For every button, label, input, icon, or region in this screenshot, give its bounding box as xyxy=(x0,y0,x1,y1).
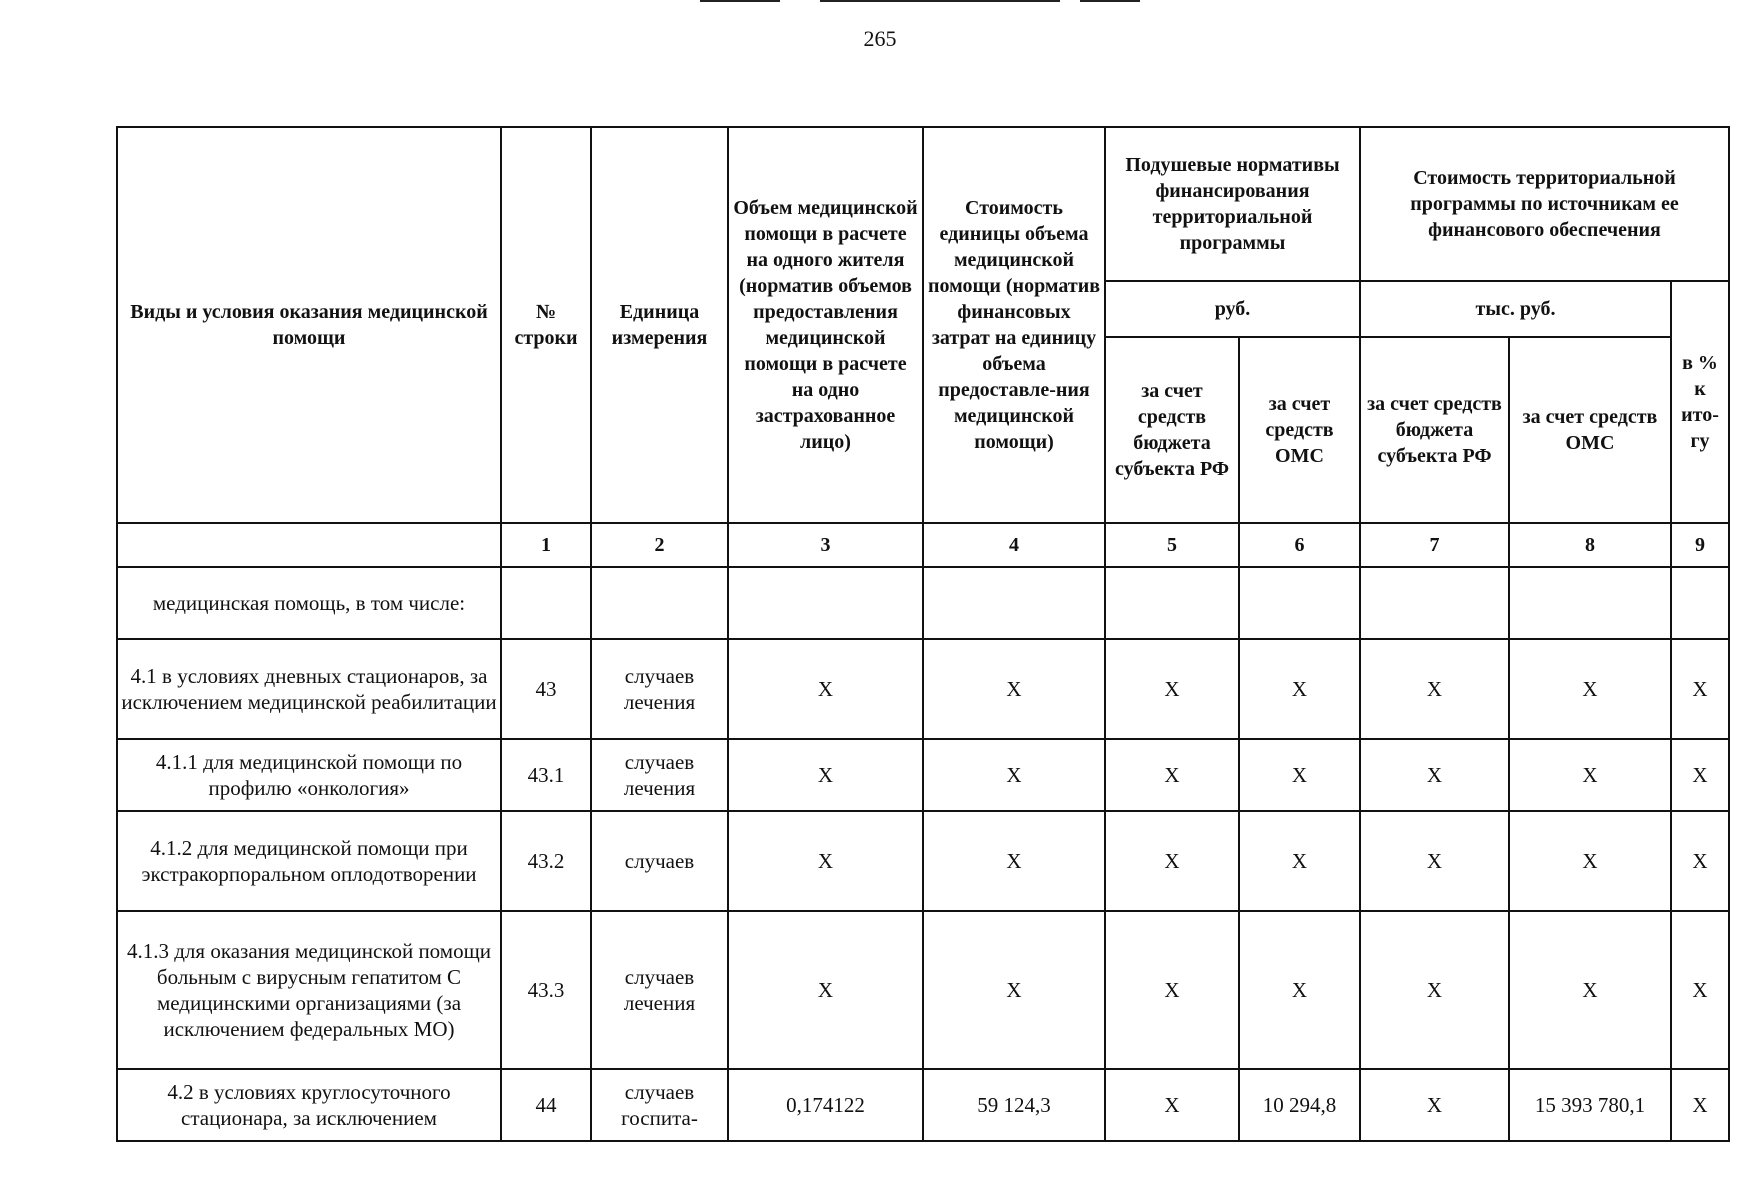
cell-cost-oms xyxy=(1509,567,1671,639)
cell-per-capita-oms xyxy=(1239,567,1360,639)
column-number: 9 xyxy=(1671,523,1729,567)
cell-volume: 0,174122 xyxy=(728,1069,923,1141)
row-number: 43.2 xyxy=(501,811,591,911)
table-row xyxy=(117,811,1729,911)
row-unit: случаев xyxy=(591,811,728,911)
row-number: 44 xyxy=(501,1069,591,1141)
cell-percent: X xyxy=(1671,911,1729,1069)
column-number: 7 xyxy=(1360,523,1509,567)
column-number: 2 xyxy=(591,523,728,567)
cell-per-capita-budget: X xyxy=(1105,639,1239,739)
cell-cost: X xyxy=(923,739,1105,811)
cell-cost xyxy=(923,567,1105,639)
row-unit: случаев лечения xyxy=(591,639,728,739)
page-number: 265 xyxy=(863,26,897,51)
cell-cost: X xyxy=(923,811,1105,911)
column-number: 4 xyxy=(923,523,1105,567)
table-row xyxy=(117,567,1729,639)
cell-cost: X xyxy=(923,639,1105,739)
cell-per-capita-oms: X xyxy=(1239,811,1360,911)
column-number xyxy=(117,523,501,567)
cell-per-capita-oms: X xyxy=(1239,639,1360,739)
header-volume: Объем медицинской помощи в расчете на одного жителя (норматив объемов предоставления медицинской помощи в расчете на одно застрахованное лицо) xyxy=(728,127,923,523)
cell-percent: X xyxy=(1671,739,1729,811)
column-number: 6 xyxy=(1239,523,1360,567)
cell-percent xyxy=(1671,567,1729,639)
cell-volume xyxy=(728,567,923,639)
cell-per-capita-oms: 10 294,8 xyxy=(1239,1069,1360,1141)
column-number: 8 xyxy=(1509,523,1671,567)
cell-percent: X xyxy=(1671,639,1729,739)
cell-volume: X xyxy=(728,739,923,811)
row-label: 4.1 в условиях дневных стационаров, за исключением медицинской реабилитации xyxy=(117,639,501,739)
cell-cost-oms: 15 393 780,1 xyxy=(1509,1069,1671,1141)
cell-per-capita-oms: X xyxy=(1239,911,1360,1069)
table-row xyxy=(117,639,1729,739)
cell-cost-budget xyxy=(1360,567,1509,639)
header-budget-rf-thous: за счет средств бюджета субъекта РФ xyxy=(1360,337,1509,523)
cell-cost-oms: X xyxy=(1509,739,1671,811)
cell-cost-oms: X xyxy=(1509,639,1671,739)
top-rule xyxy=(820,0,1060,2)
cell-cost: 59 124,3 xyxy=(923,1069,1105,1141)
cell-percent: X xyxy=(1671,1069,1729,1141)
cell-volume: X xyxy=(728,639,923,739)
cell-cost-budget: X xyxy=(1360,911,1509,1069)
cell-cost-oms: X xyxy=(1509,811,1671,911)
header-thous-rub: тыс. руб. xyxy=(1360,281,1671,337)
cell-per-capita-budget xyxy=(1105,567,1239,639)
row-label: 4.1.3 для оказания медицинской помощи больным с вирусным гепатитом С медицинскими организациями (за исключением федеральных МО) xyxy=(117,911,501,1069)
top-rule xyxy=(700,0,780,2)
cell-per-capita-budget: X xyxy=(1105,1069,1239,1141)
header-unit: Единица измерения xyxy=(591,127,728,523)
cell-cost-budget: X xyxy=(1360,739,1509,811)
cell-per-capita-oms: X xyxy=(1239,739,1360,811)
header-row-no: № строки xyxy=(501,127,591,523)
cell-per-capita-budget: X xyxy=(1105,739,1239,811)
cell-volume: X xyxy=(728,911,923,1069)
row-number: 43.3 xyxy=(501,911,591,1069)
header-oms-thous: за счет средств ОМС xyxy=(1509,337,1671,523)
row-label: 4.1.1 для медицинской помощи по профилю «онкология» xyxy=(117,739,501,811)
financing-table xyxy=(116,126,1730,1142)
row-number xyxy=(501,567,591,639)
cell-cost-budget: X xyxy=(1360,639,1509,739)
row-label: 4.2 в условиях круглосуточного стационара, за исключением xyxy=(117,1069,501,1141)
header-per-capita: Подушевые нормативы финансирования территориальной программы xyxy=(1105,127,1360,281)
column-numbers-row xyxy=(117,523,1729,567)
column-number: 5 xyxy=(1105,523,1239,567)
header-cost: Стоимость единицы объема медицинской помощи (норматив финансовых затрат на единицу объема предоставле-ния медицинской помощи) xyxy=(923,127,1105,523)
top-rule xyxy=(1080,0,1140,2)
cell-cost-oms: X xyxy=(1509,911,1671,1069)
row-unit: случаев лечения xyxy=(591,911,728,1069)
column-number: 1 xyxy=(501,523,591,567)
row-number: 43.1 xyxy=(501,739,591,811)
cell-cost-budget: X xyxy=(1360,1069,1509,1141)
cell-per-capita-budget: X xyxy=(1105,911,1239,1069)
header-budget-rf: за счет средств бюджета субъекта РФ xyxy=(1105,337,1239,523)
row-number: 43 xyxy=(501,639,591,739)
header-rub: руб. xyxy=(1105,281,1360,337)
cell-cost-budget: X xyxy=(1360,811,1509,911)
row-unit xyxy=(591,567,728,639)
header-oms: за счет средств ОМС xyxy=(1239,337,1360,523)
row-unit: случаев госпита- xyxy=(591,1069,728,1141)
cell-volume: X xyxy=(728,811,923,911)
header-program-cost: Стоимость территориальной программы по источникам ее финансового обеспечения xyxy=(1360,127,1729,281)
header-kind: Виды и условия оказания медицинской помощи xyxy=(117,127,501,523)
row-unit: случаев лечения xyxy=(591,739,728,811)
cell-percent: X xyxy=(1671,811,1729,911)
column-number: 3 xyxy=(728,523,923,567)
cell-cost: X xyxy=(923,911,1105,1069)
table-row xyxy=(117,1069,1729,1141)
cell-per-capita-budget: X xyxy=(1105,811,1239,911)
table-row xyxy=(117,739,1729,811)
row-label: 4.1.2 для медицинской помощи при экстракорпоральном оплодотворении xyxy=(117,811,501,911)
row-label: медицинская помощь, в том числе: xyxy=(117,567,501,639)
header-percent: в % к ито-гу xyxy=(1671,281,1729,523)
table-row xyxy=(117,911,1729,1069)
